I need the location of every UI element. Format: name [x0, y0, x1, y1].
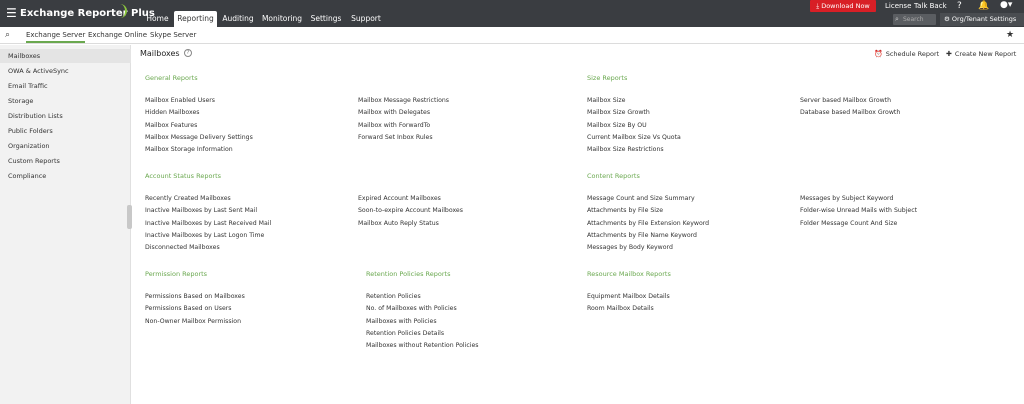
report-link[interactable]: Mailbox Size By OU [587, 122, 647, 129]
report-link[interactable]: Inactive Mailboxes by Last Logon Time [145, 232, 265, 239]
user-avatar-icon[interactable]: ●▾ [1000, 0, 1013, 10]
gear-icon: ⚙ [944, 15, 952, 23]
subtab-exchange-server[interactable]: Exchange Server [26, 31, 85, 43]
sidebar-item-compliance[interactable]: Compliance [8, 172, 47, 180]
report-link[interactable]: Database based Mailbox Growth [800, 109, 901, 116]
sidebar [0, 45, 131, 404]
report-link[interactable]: Forward Set Inbox Rules [358, 134, 433, 141]
report-link[interactable]: Attachments by File Extension Keyword [587, 220, 710, 227]
section-title-permission: Permission Reports [145, 270, 208, 278]
search-icon: ⌕ [895, 15, 899, 23]
report-link[interactable]: Mailbox Enabled Users [145, 97, 216, 104]
report-link[interactable]: Server based Mailbox Growth [800, 97, 892, 104]
help-circle-icon[interactable]: ? [184, 49, 192, 57]
license-link[interactable]: License [885, 2, 912, 10]
sub-tab-bar [0, 27, 1024, 44]
hamburger-menu-icon[interactable]: ☰ [6, 6, 17, 20]
talkback-link[interactable]: Talk Back [914, 2, 947, 10]
report-link[interactable]: Disconnected Mailboxes [145, 244, 220, 251]
report-link[interactable]: Inactive Mailboxes by Last Sent Mail [145, 207, 258, 214]
download-now-button[interactable] [810, 0, 876, 12]
report-link[interactable]: Equipment Mailbox Details [587, 293, 670, 300]
page-title: Mailboxes [140, 49, 180, 58]
report-link[interactable]: Mailbox Message Delivery Settings [145, 134, 253, 141]
report-link[interactable]: No. of Mailboxes with Policies [366, 305, 457, 312]
sidebar-item-public-folders[interactable]: Public Folders [8, 127, 53, 135]
notification-bell-icon[interactable]: 🔔 [978, 1, 990, 11]
report-link[interactable]: Soon-to-expire Account Mailboxes [358, 207, 463, 214]
search-icon[interactable]: ⌕ [5, 30, 11, 40]
report-link[interactable]: Mailbox with ForwardTo [358, 122, 431, 129]
report-link[interactable]: Permissions Based on Users [145, 305, 232, 312]
section-title-resource: Resource Mailbox Reports [587, 270, 671, 278]
sidebar-item-custom-reports[interactable]: Custom Reports [8, 157, 60, 165]
report-link[interactable]: Retention Policies [366, 293, 421, 300]
report-link[interactable]: Inactive Mailboxes by Last Received Mail [145, 220, 272, 227]
sidebar-collapse-handle[interactable] [127, 205, 132, 229]
help-icon[interactable]: ? [957, 1, 962, 11]
sidebar-item-distribution-lists[interactable]: Distribution Lists [8, 112, 63, 120]
report-link[interactable]: Non-Owner Mailbox Permission [145, 318, 242, 325]
report-link[interactable]: Current Mailbox Size Vs Quota [587, 134, 681, 141]
section-title-size: Size Reports [587, 74, 628, 82]
report-link[interactable]: Hidden Mailboxes [145, 109, 200, 116]
report-link[interactable]: Mailbox with Delegates [358, 109, 431, 116]
search-input[interactable] [893, 14, 936, 25]
subtab-exchange-online[interactable]: Exchange Online [88, 31, 148, 39]
report-link[interactable]: Messages by Subject Keyword [800, 195, 894, 202]
report-link[interactable]: Mailbox Message Restrictions [358, 97, 450, 104]
report-link[interactable]: Retention Policies Details [366, 330, 445, 337]
report-link[interactable]: Mailbox Auto Reply Status [358, 220, 439, 227]
report-link[interactable]: Attachments by File Name Keyword [587, 232, 697, 239]
sidebar-item-owa-activesync[interactable]: OWA & ActiveSync [8, 67, 69, 75]
report-link[interactable]: Room Mailbox Details [587, 305, 654, 312]
report-link[interactable]: Folder Message Count And Size [800, 220, 898, 227]
report-link[interactable]: Permissions Based on Mailboxes [145, 293, 245, 300]
sidebar-item-organization[interactable]: Organization [8, 142, 50, 150]
schedule-report-button[interactable] [874, 50, 939, 58]
nav-tab-home[interactable]: Home [146, 14, 169, 23]
download-icon: ⤓ [816, 2, 822, 10]
section-title-account-status: Account Status Reports [145, 172, 222, 180]
sidebar-item-mailboxes[interactable]: Mailboxes [0, 49, 131, 63]
section-title-content: Content Reports [587, 172, 640, 180]
app-brand[interactable]: Exchange Reporter Plus [20, 8, 155, 19]
nav-tab-monitoring[interactable]: Monitoring [261, 14, 303, 23]
sidebar-item-email-traffic[interactable]: Email Traffic [8, 82, 48, 90]
report-link[interactable]: Mailbox Storage Information [145, 146, 233, 153]
nav-tab-reporting[interactable]: Reporting [174, 11, 217, 27]
nav-tab-auditing[interactable]: Auditing [222, 14, 254, 23]
report-link[interactable]: Attachments by File Size [587, 207, 664, 214]
report-link[interactable]: Mailbox Size Restrictions [587, 146, 664, 153]
org-settings-label: Org/Tenant Settings [951, 15, 1017, 23]
report-link[interactable]: Mailbox Size [587, 97, 626, 104]
plus-icon: ✚ [946, 50, 952, 58]
subtab-skype-server[interactable]: Skype Server [150, 31, 197, 39]
nav-tab-support[interactable]: Support [351, 14, 381, 23]
report-link[interactable]: Folder-wise Unread Mails with Subject [800, 207, 918, 214]
org-tenant-settings-button[interactable] [940, 13, 1024, 26]
report-link[interactable]: Mailbox Features [145, 122, 198, 129]
nav-tab-settings[interactable]: Settings [310, 14, 342, 23]
download-label: Download Now [821, 2, 870, 10]
report-link[interactable]: Mailboxes with Policies [366, 318, 437, 325]
report-link[interactable]: Mailboxes without Retention Policies [366, 342, 479, 349]
clock-icon: ⏰ [874, 50, 883, 58]
report-link[interactable]: Mailbox Size Growth [587, 109, 650, 116]
report-link[interactable]: Messages by Body Keyword [587, 244, 673, 251]
section-title-general: General Reports [145, 74, 198, 82]
sidebar-item-storage[interactable]: Storage [8, 97, 34, 105]
search-placeholder: Search [903, 16, 924, 23]
section-title-retention: Retention Policies Reports [366, 270, 451, 278]
create-new-report-button[interactable] [946, 50, 1016, 58]
report-link[interactable]: Recently Created Mailboxes [145, 195, 231, 202]
report-link[interactable]: Message Count and Size Summary [587, 195, 695, 202]
schedule-report-label: Schedule Report [885, 50, 940, 58]
create-report-label: Create New Report [954, 50, 1017, 58]
report-link[interactable]: Expired Account Mailboxes [358, 195, 441, 202]
top-navigation-bar [0, 0, 1024, 27]
favorite-star-icon[interactable]: ★ [1006, 30, 1015, 40]
